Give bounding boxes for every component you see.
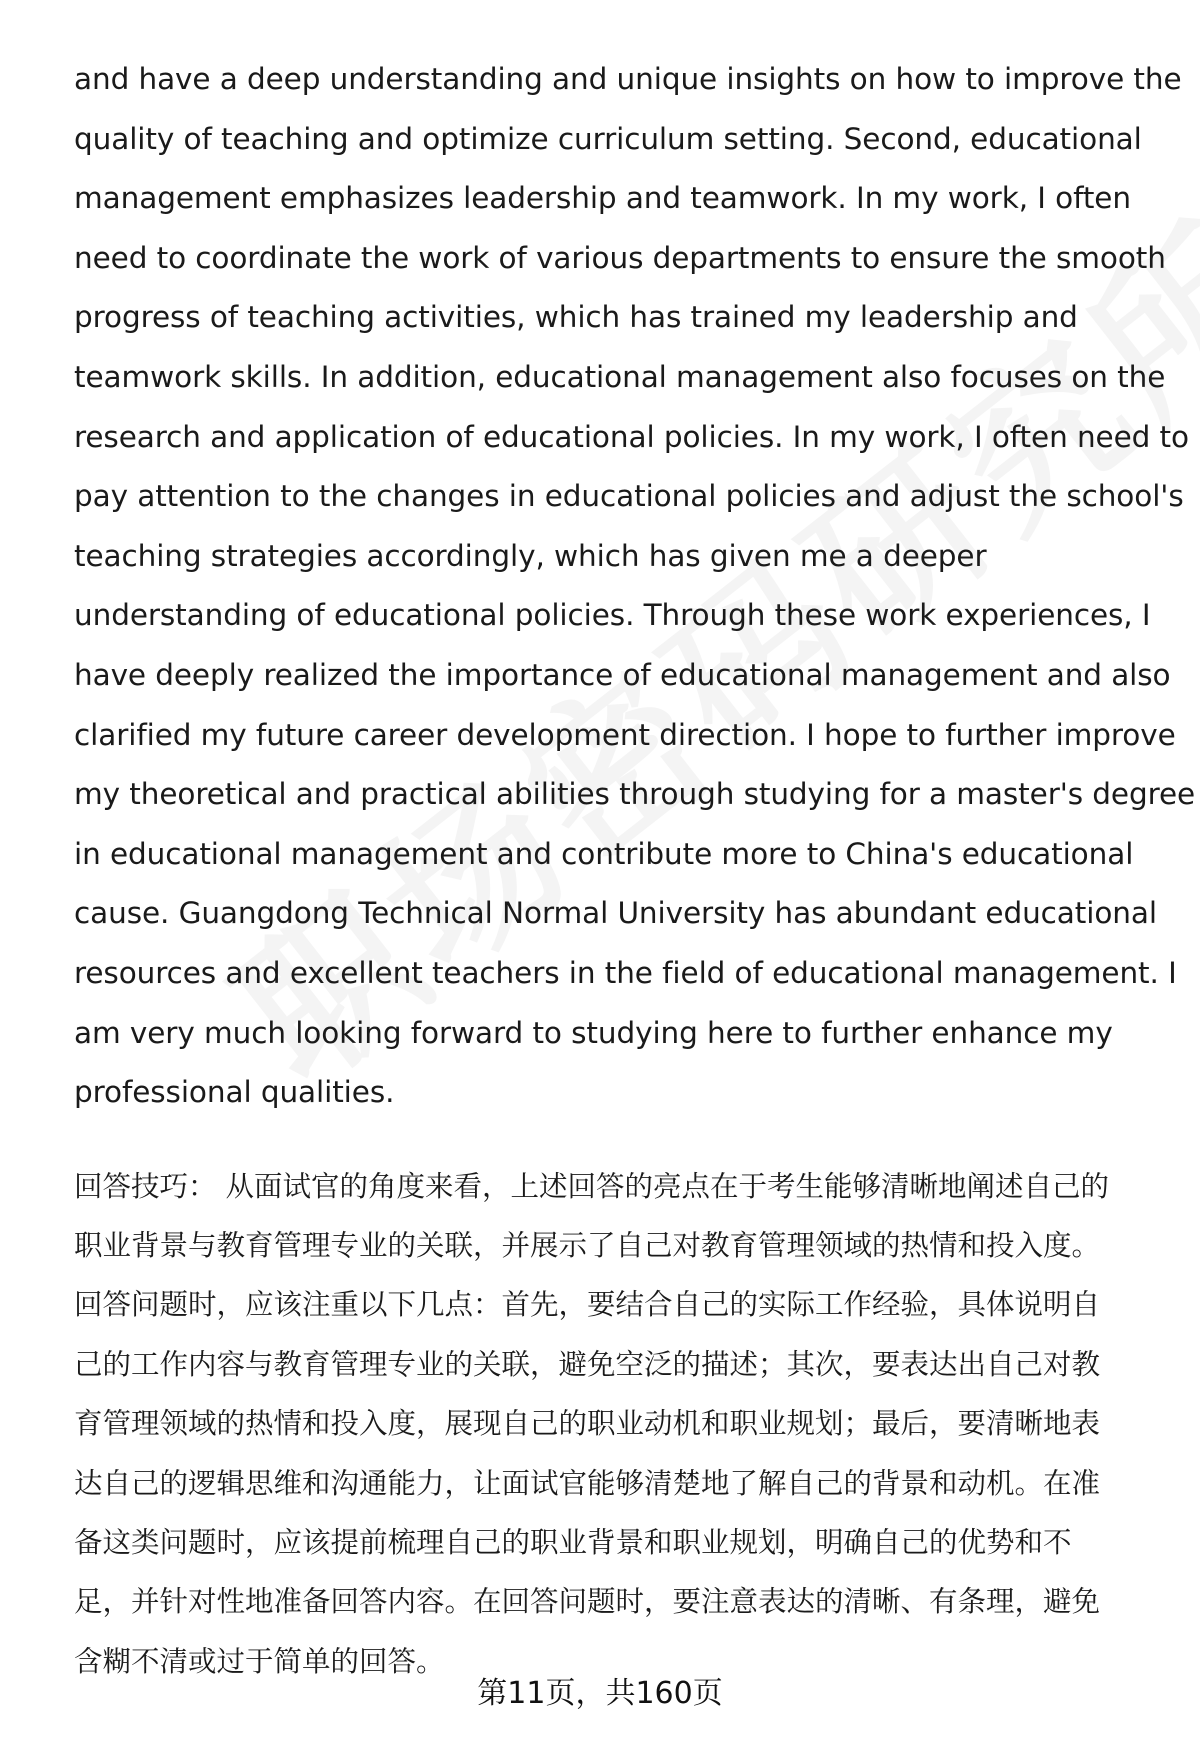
- text-line: research and application of educational policies. In my work, I often need to: [74, 419, 1189, 454]
- text-line: cause. Guangdong Technical Normal University has abundant educational: [74, 896, 1157, 931]
- text-line: 回答问题时，应该注重以下几点：首先，要结合自己的实际工作经验，具体说明自: [74, 1288, 1101, 1322]
- text-line: 含糊不清或过于简单的回答。: [74, 1644, 445, 1678]
- text-line: and have a deep understanding and unique insights on how to improve the: [74, 62, 1182, 96]
- text-line: 育管理领域的热情和投入度，展现自己的职业动机和职业规划；最后，要清晰地表: [74, 1407, 1101, 1441]
- answer-tips-paragraph: [74, 1157, 1164, 1692]
- text-line: 备这类问题时，应该提前梳理自己的职业背景和职业规划，明确自己的优势和不: [74, 1526, 1072, 1560]
- text-line: am very much looking forward to studying here to further enhance my: [74, 1015, 1113, 1050]
- page-number: 第11页，共160页: [477, 1676, 723, 1711]
- page-content: [74, 50, 1196, 1691]
- text-line: teaching strategies accordingly, which has given me a deeper: [74, 538, 987, 573]
- text-line: professional qualities.: [74, 1075, 395, 1110]
- text-line: 职业背景与教育管理专业的关联，并展示了自己对教育管理领域的热情和投入度。: [74, 1229, 1101, 1263]
- text-line: 达自己的逻辑思维和沟通能力，让面试官能够清楚地了解自己的背景和动机。在准: [74, 1466, 1101, 1500]
- text-line: need to coordinate the work of various departments to ensure the smooth: [74, 240, 1166, 275]
- english-paragraph: [74, 50, 1196, 1123]
- text-line: 己的工作内容与教育管理专业的关联，避免空泛的描述；其次，要表达出自己对教: [74, 1347, 1101, 1381]
- text-line: have deeply realized the importance of educational management and also: [74, 657, 1171, 692]
- text-line: resources and excellent teachers in the field of educational management. I: [74, 955, 1177, 990]
- text-line: quality of teaching and optimize curriculum setting. Second, educational: [74, 121, 1142, 156]
- text-line: 回答技巧： 从面试官的角度来看，上述回答的亮点在于考生能够清晰地阐述自己的: [74, 1169, 1110, 1203]
- text-line: management emphasizes leadership and teamwork. In my work, I often: [74, 181, 1131, 216]
- text-line: 足，并针对性地准备回答内容。在回答问题时，要注意表达的清晰、有条理，避免: [74, 1585, 1101, 1619]
- text-line: pay attention to the changes in educational policies and adjust the school's: [74, 479, 1184, 514]
- text-line: progress of teaching activities, which has trained my leadership and: [74, 300, 1078, 335]
- text-line: clarified my future career development direction. I hope to further improve: [74, 717, 1176, 752]
- text-line: my theoretical and practical abilities through studying for a master's degree: [74, 777, 1196, 812]
- text-line: understanding of educational policies. Through these work experiences, I: [74, 598, 1151, 633]
- text-line: teamwork skills. In addition, educational management also focuses on the: [74, 359, 1166, 394]
- text-line: in educational management and contribute more to China's educational: [74, 836, 1134, 871]
